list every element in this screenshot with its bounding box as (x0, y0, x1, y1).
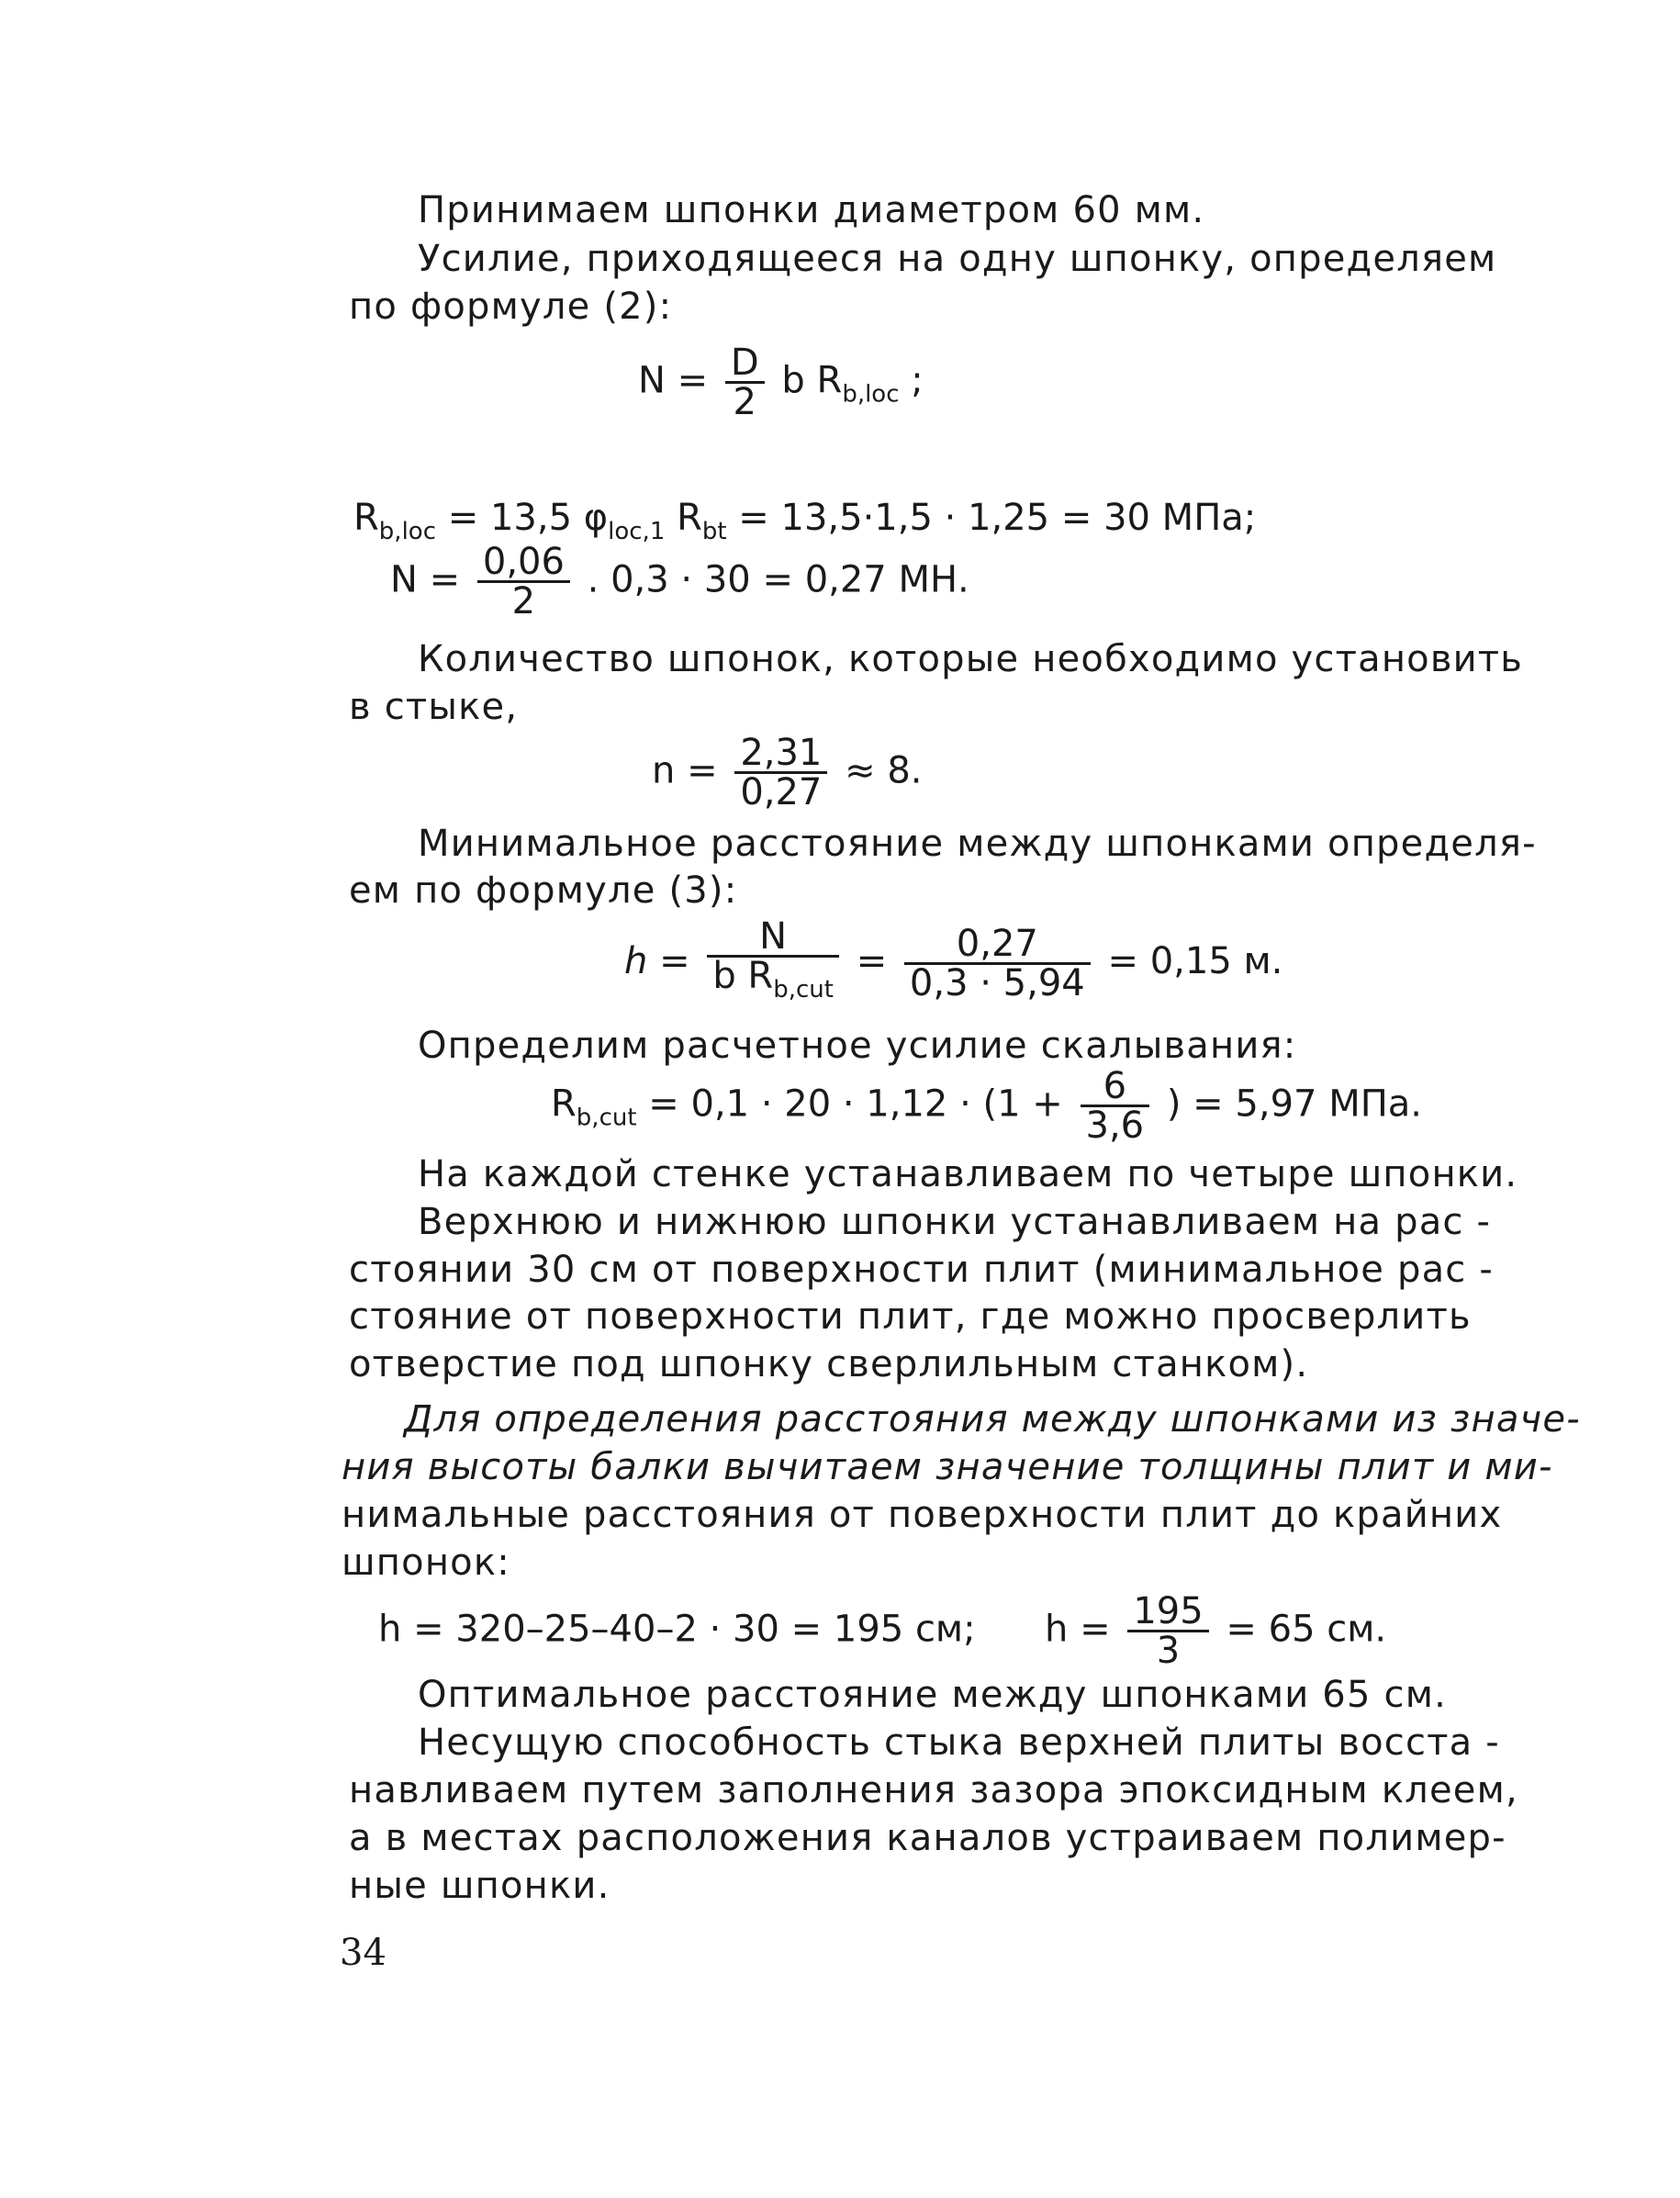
fraction-denominator: 0,3 · 5,94 (909, 961, 1085, 1004)
paragraph-line: Минимальное расстояние между шпонками определя- (418, 823, 1537, 865)
paragraph-line: Принимаем шпонки диаметром 60 мм. (418, 189, 1205, 231)
fraction-numerator: D (725, 344, 765, 384)
fraction (1081, 1065, 1150, 1147)
fraction (1127, 1590, 1208, 1672)
fraction-denominator: 3,6 (1085, 1105, 1145, 1147)
paragraph-line: Несущую способность стыка верхней плиты восста - (418, 1721, 1500, 1764)
formula-force-value (390, 541, 969, 622)
formula-key-spacing (378, 1590, 1387, 1672)
paragraph-line: стояние от поверхности плит, где можно просверлить (349, 1295, 1472, 1338)
formula-lhs: h = (624, 940, 690, 982)
paragraph-line: Определим расчетное усилие скалывания: (418, 1025, 1297, 1067)
fraction-denominator: 3 (1156, 1630, 1181, 1672)
formula-lhs: R (551, 1082, 577, 1126)
page-number: 34 (340, 1932, 386, 1974)
fraction (477, 541, 570, 622)
formula-subscript: b,loc (378, 518, 436, 545)
paragraph-line: Количество шпонок, которые необходимо установить (418, 638, 1524, 680)
formula-subscript: b,loc (842, 380, 900, 409)
fraction (707, 915, 839, 1008)
formula-term: h = 320–25–40–2 · 30 = 195 см; (378, 1608, 976, 1651)
formula-rhs: = 65 см. (1226, 1608, 1387, 1651)
paragraph-line: стоянии 30 см от поверхности плит (минимальное рас - (349, 1249, 1495, 1291)
formula-rhs: ) = 5,97 МПа. (1166, 1082, 1423, 1126)
formula-min-spacing (624, 915, 1283, 1008)
paragraph-line: Оптимальное расстояние между шпонками 65 см. (418, 1674, 1448, 1716)
formula-rhs: = 0,15 м. (1107, 940, 1283, 982)
formula-force-per-key (638, 344, 924, 421)
paragraph-line: ные шпонки. (349, 1865, 610, 1907)
paragraph-line: На каждой стенке устанавливаем по четыре шпонки. (418, 1153, 1518, 1195)
fraction-denominator: 2 (733, 381, 756, 423)
formula-rhs: = 13,5·1,5 · 1,25 = 30 МПа; (738, 497, 1257, 539)
paragraph-line: навливаем путем заполнения зазора эпоксидным клеем, (349, 1769, 1518, 1811)
paragraph-line: Верхнюю и нижнюю шпонки устанавливаем на рас - (418, 1201, 1492, 1243)
formula-equals: = (856, 940, 888, 982)
formula-term: = 0,1 · 20 · 1,12 · (1 + (648, 1082, 1063, 1126)
paragraph-line: отверстие под шпонку сверлильным станком). (349, 1343, 1309, 1385)
formula-rhs: . 0,3 · 30 = 0,27 МН. (587, 558, 969, 601)
fraction-numerator: 0,06 (477, 544, 570, 583)
paragraph-line: Усилие, приходящееся на одну шпонку, определяем (418, 238, 1497, 280)
formula-rhs: ≈ 8. (845, 749, 923, 792)
fraction (734, 732, 827, 813)
fraction (725, 344, 765, 421)
fraction-numerator: N (707, 918, 839, 958)
paragraph-line: по формуле (2): (349, 286, 673, 328)
formula-term: b R (712, 955, 774, 997)
formula-lhs: N = (638, 359, 709, 402)
formula-lhs: R (353, 497, 379, 539)
paragraph-line: шпонок: (342, 1542, 510, 1584)
fraction-denominator: 2 (511, 580, 536, 622)
formula-lhs: n = (652, 749, 718, 792)
paragraph-line: ния высоты балки вычитаем значение толщины плит и ми- (342, 1446, 1553, 1488)
fraction-numerator: 195 (1127, 1593, 1208, 1632)
fraction-denominator: 0,27 (740, 771, 823, 813)
paragraph-line: нимальные расстояния от поверхности плит до крайних (342, 1494, 1503, 1536)
formula-key-count (652, 732, 923, 813)
formula-lhs: N = (390, 558, 461, 601)
paragraph-line: Для определения расстояния между шпонками из значе- (404, 1398, 1581, 1441)
fraction-numerator: 0,27 (904, 925, 1091, 965)
fraction-numerator: 2,31 (734, 735, 827, 774)
formula-subscript: b,cut (576, 1104, 637, 1132)
fraction-numerator: 6 (1081, 1068, 1150, 1107)
formula-lhs: h = (1045, 1608, 1111, 1651)
paragraph-line: а в местах расположения каналов устраиваем полимер- (349, 1817, 1506, 1859)
formula-shear-strength (551, 1065, 1423, 1147)
formula-term: = 13,5 φ (447, 497, 609, 539)
formula-term: b R (781, 359, 843, 402)
formula-subscript: loc,1 (608, 518, 666, 545)
formula-subscript: b,cut (773, 976, 834, 1004)
fraction-denominator (707, 955, 839, 1008)
fraction (904, 922, 1091, 1004)
formula-punctuation: ; (911, 359, 924, 402)
paragraph-line: в стыке, (349, 686, 519, 728)
paragraph-line: ем по формуле (3): (349, 869, 738, 912)
formula-subscript: bt (701, 518, 727, 545)
formula-term: R (677, 497, 702, 539)
